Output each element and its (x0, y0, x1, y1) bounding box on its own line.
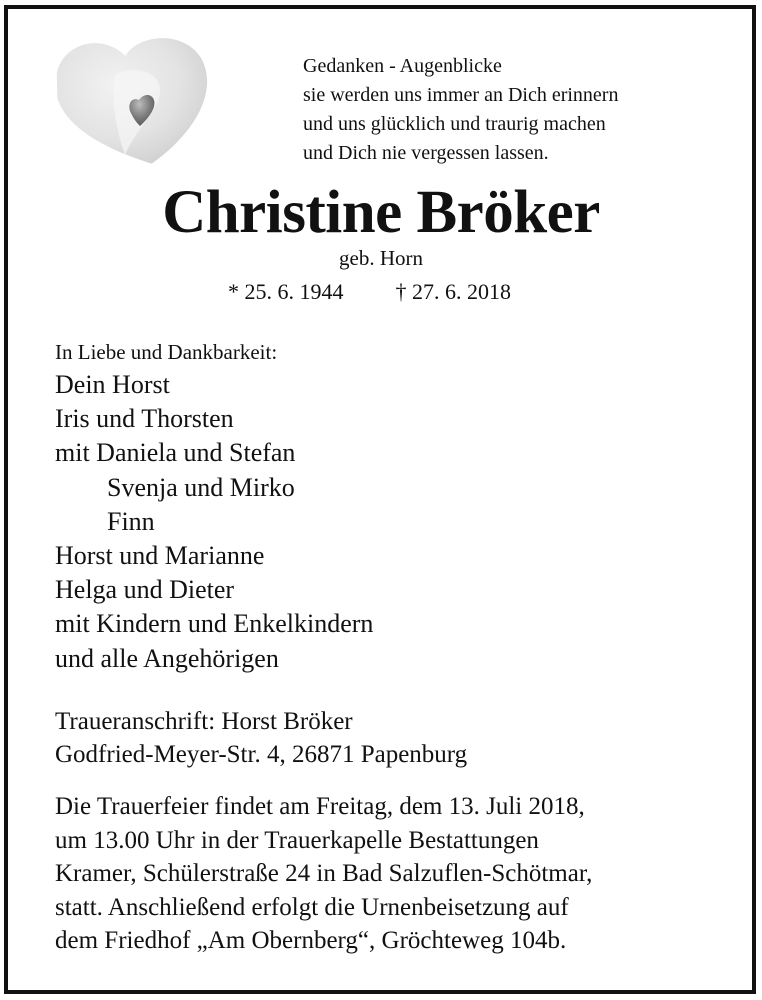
life-dates (228, 277, 511, 307)
mourner-name: Horst und Marianne (55, 541, 265, 571)
maiden-name: geb. Horn (339, 246, 423, 270)
mourner-name: Svenja und Mirko (107, 472, 295, 502)
quote-line: und Dich nie vergessen lassen. (303, 142, 549, 164)
quote-line: sie werden uns immer an Dich erinnern (303, 84, 619, 106)
address-line: Godfried-Meyer-Str. 4, 26871 Papenburg (55, 741, 468, 768)
mourner-name: mit Kindern und Enkelkindern (55, 609, 374, 639)
service-line: statt. Anschließend erfolgt die Urnenbeisetzung auf (55, 893, 569, 921)
death-date: † 27. 6. 2018 (395, 279, 511, 304)
mourner-name: Helga und Dieter (55, 575, 235, 605)
mourning-address (55, 705, 467, 771)
quote-line: Gedanken - Augenblicke (303, 55, 502, 77)
mourner-name: Iris und Thorsten (55, 404, 234, 434)
mourners-list (55, 368, 373, 676)
funeral-service-info (55, 790, 592, 958)
mourner-name: Dein Horst (55, 370, 170, 399)
deceased-name: Christine Bröker (162, 179, 600, 246)
birth-date: * 25. 6. 1944 (228, 279, 344, 304)
service-line: Die Trauerfeier findet am Freitag, dem 13. Juli 2018, (55, 793, 585, 820)
mourners-intro: In Liebe und Dankbarkeit: (55, 340, 278, 364)
address-line: Traueranschrift: Horst Bröker (55, 708, 353, 735)
service-line: dem Friedhof „Am Obernberg“, Gröchteweg 104b. (55, 927, 567, 954)
mourner-name: mit Daniela und Stefan (55, 438, 296, 468)
service-line: um 13.00 Uhr in der Trauerkapelle Bestattungen (55, 826, 539, 854)
quote-block (303, 52, 618, 168)
service-line: Kramer, Schülerstraße 24 in Bad Salzuflen-Schötmar, (55, 860, 593, 887)
heart-image (50, 30, 220, 170)
mourner-name: und alle Angehörigen (55, 643, 279, 673)
quote-line: und uns glücklich und traurig machen (303, 113, 606, 135)
mourner-name: Finn (107, 506, 155, 536)
